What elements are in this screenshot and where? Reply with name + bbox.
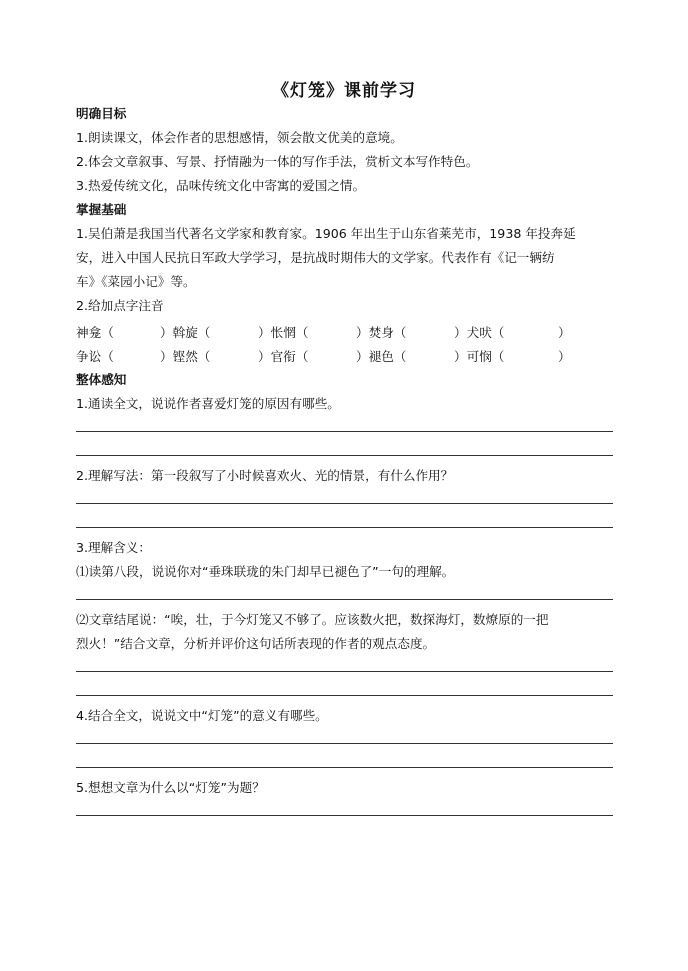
- answer-line[interactable]: [76, 527, 613, 528]
- answer-line[interactable]: [76, 671, 613, 672]
- pinyin-heading: 2.给加点字注音: [76, 298, 164, 313]
- pinyin-item[interactable]: ）官衔（: [258, 349, 309, 364]
- answer-line[interactable]: [76, 767, 613, 768]
- question-2: 2.理解写法：第一段叙写了小时候喜欢火、光的情景，有什么作用？: [76, 468, 454, 483]
- pinyin-item[interactable]: ）犬吠（: [454, 325, 505, 340]
- answer-line[interactable]: [76, 431, 613, 432]
- answer-line[interactable]: [76, 743, 613, 744]
- pinyin-row-2: [76, 346, 616, 364]
- goal-item-1: 1.朗读课文，体会作者的思想感情，领会散文优美的意境。: [76, 130, 403, 145]
- pinyin-item[interactable]: 神龛（: [76, 325, 114, 340]
- page-title: 《灯笼》课前学习: [272, 81, 416, 101]
- question-4: 4.结合全文，说说文中“灯笼”的意义有哪些。: [76, 708, 328, 723]
- pinyin-row-1: [76, 322, 616, 340]
- answer-line[interactable]: [76, 815, 613, 816]
- pinyin-item: ）: [558, 349, 571, 364]
- basics-paragraph-line-2: 安，进入中国人民抗日军政大学学习，是抗战时期伟大的文学家。代表作有《记一辆纺: [76, 250, 555, 265]
- goal-item-3: 3.热爱传统文化，品味传统文化中寄寓的爱国之情。: [76, 178, 366, 193]
- answer-line[interactable]: [76, 503, 613, 504]
- answer-line[interactable]: [76, 455, 613, 456]
- question-3a: ⑴读第八段，说说你对“垂珠联珑的朱门却早已褪色了”一句的理解。: [76, 564, 455, 579]
- pinyin-item[interactable]: 争讼（: [76, 349, 114, 364]
- basics-paragraph-line-1: 1.吴伯萧是我国当代著名文学家和教育家。1906 年出生于山东省莱芜市，1938 年投奔延: [76, 226, 576, 241]
- goal-item-2: 2.体会文章叙事、写景、抒情融为一体的写作手法，赏析文本写作特色。: [76, 154, 479, 169]
- answer-line[interactable]: [76, 695, 613, 696]
- question-3b-line-2: 烈火！”结合文章，分析并评价这句话所表现的作者的观点态度。: [76, 636, 436, 651]
- question-3b-line-1: ⑵文章结尾说：“唉，壮，于今灯笼又不够了。应该数火把，数探海灯，数燎原的一把: [76, 612, 549, 627]
- basics-heading: 掌握基础: [76, 202, 127, 217]
- question-3: 3.理解含义：: [76, 540, 151, 555]
- basics-paragraph-line-3: 车》《菜园小记》等。: [76, 274, 196, 289]
- overall-heading: 整体感知: [76, 372, 127, 387]
- pinyin-item[interactable]: ）怅惘（: [258, 325, 309, 340]
- answer-line[interactable]: [76, 599, 613, 600]
- pinyin-item[interactable]: ）焚身（: [356, 325, 407, 340]
- goals-heading: 明确目标: [76, 106, 127, 121]
- question-1: 1.通读全文，说说作者喜爱灯笼的原因有哪些。: [76, 396, 340, 411]
- pinyin-item: ）: [558, 325, 571, 340]
- pinyin-item[interactable]: ）可悯（: [454, 349, 505, 364]
- pinyin-item[interactable]: ）斡旋（: [160, 325, 211, 340]
- pinyin-item[interactable]: ）褪色（: [356, 349, 407, 364]
- pinyin-item[interactable]: ）铿然（: [160, 349, 211, 364]
- question-5: 5.想想文章为什么以“灯笼”为题？: [76, 780, 265, 795]
